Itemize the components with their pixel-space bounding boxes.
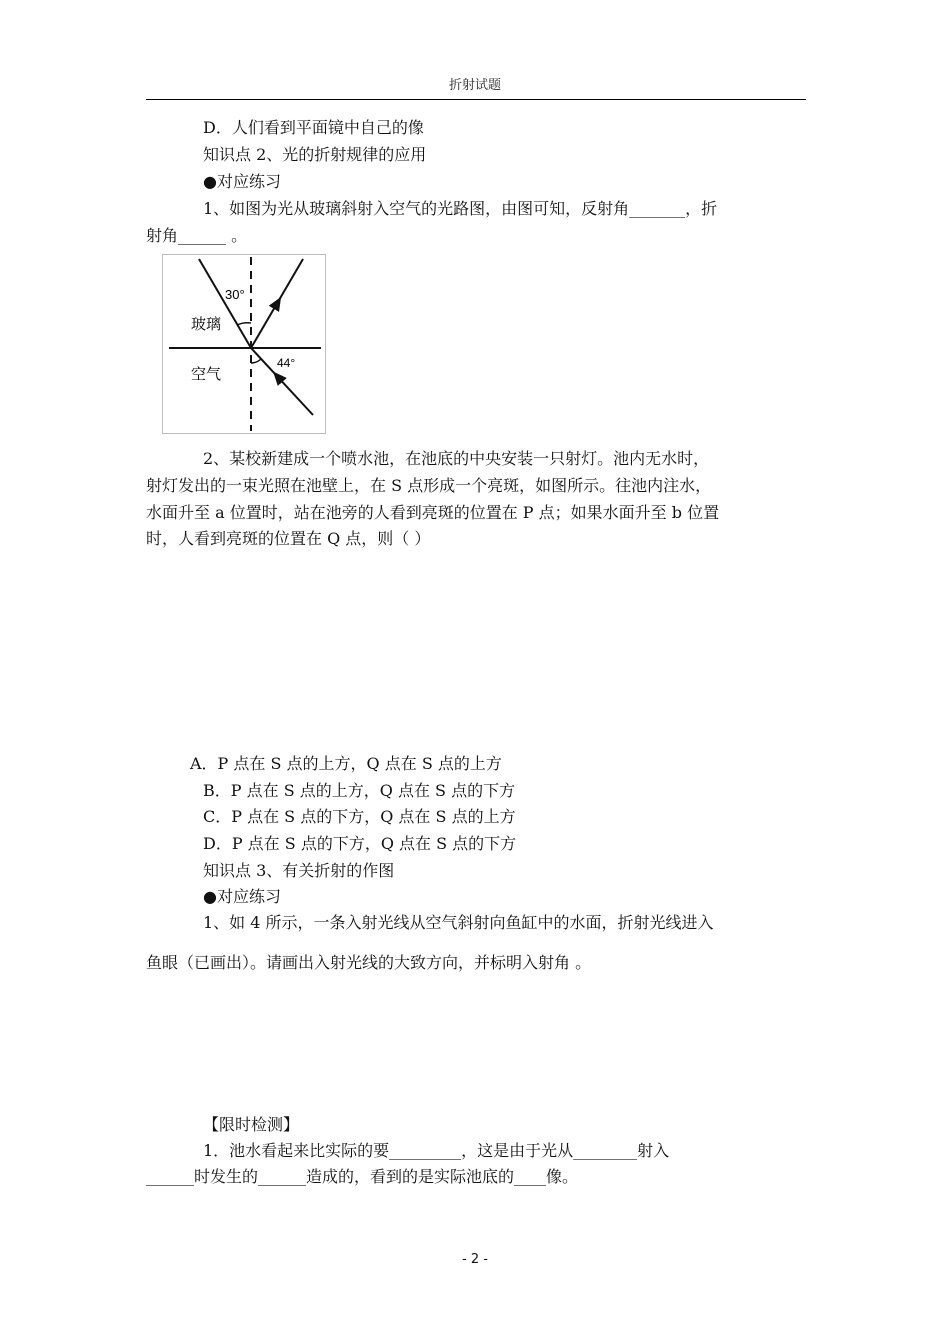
angle-label-bottom: 44° [277, 356, 296, 370]
ray-right-arrow [275, 302, 278, 307]
question-2-line-1: 2、某校新建成一个喷水池，在池底的中央安装一只射灯。池内无水时， [203, 449, 710, 468]
incident-arrow [277, 376, 281, 381]
section-heading-2: 知识点 2、光的折射规律的应用 [203, 145, 427, 164]
test-question-1-line-2: ______时发生的______造成的，看到的是实际池底的____像。 [146, 1167, 579, 1186]
practice-heading-2: ●对应练习 [203, 887, 281, 906]
question-3-line-1: 1、如 4 所示，一条入射光线从空气斜射向鱼缸中的水面，折射光线进入 [203, 913, 714, 932]
page-number: - 2 - [462, 1252, 488, 1267]
section-heading-3: 知识点 3、有关折射的作图 [203, 861, 395, 880]
label-air: 空气 [191, 365, 222, 383]
test-question-1-line-1: 1．池水看起来比实际的要_________，这是由于光从________射入 [203, 1141, 670, 1160]
angle-label-top: 30° [225, 287, 245, 302]
question-2-line-3: 水面升至 a 位置时，站在池旁的人看到亮斑的位置在 P 点；如果水面升至 b 位置 [146, 503, 720, 522]
angle-arc-bottom [251, 359, 261, 363]
option-d-mirror: D．人们看到平面镜中自己的像 [203, 118, 424, 137]
timed-test-heading: 【限时检测】 [203, 1115, 300, 1134]
label-glass: 玻璃 [191, 315, 222, 333]
practice-heading: ●对应练习 [203, 172, 281, 191]
question-3-line-2: 鱼眼（已画出）。请画出入射光线的大致方向，并标明入射角 。 [146, 953, 592, 972]
option-c: C．P 点在 S 点的下方，Q 点在 S 点的上方 [203, 807, 516, 826]
option-d: D．P 点在 S 点的下方，Q 点在 S 点的下方 [203, 834, 517, 853]
ray-left [199, 259, 251, 348]
question-2-line-4: 时，人看到亮斑的位置在 Q 点，则（ ） [146, 529, 431, 548]
option-b: B．P 点在 S 点的上方，Q 点在 S 点的下方 [203, 781, 516, 800]
refraction-diagram [163, 255, 325, 433]
header-rule [146, 99, 806, 100]
question-1-line-2: 射角______ 。 [146, 226, 248, 245]
angle-arc-top [237, 323, 251, 325]
question-1-line-1: 1、如图为光从玻璃斜射入空气的光路图，由图可知，反射角_______，折 [203, 199, 718, 218]
refraction-figure [162, 254, 326, 434]
option-a: A．P 点在 S 点的上方，Q 点在 S 点的上方 [190, 754, 502, 773]
question-2-line-2: 射灯发出的一束光照在池壁上，在 S 点形成一个亮斑，如图所示。往池内注水， [146, 476, 712, 495]
page-header: 折射试题 [448, 78, 501, 93]
